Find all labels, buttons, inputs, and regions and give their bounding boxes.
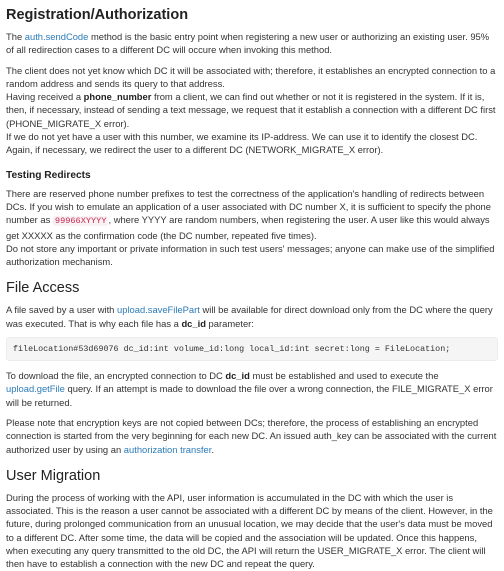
- upload-getfile-link[interactable]: upload.getFile: [6, 383, 65, 395]
- testing-paragraph: There are reserved phone number prefixes to test the correctness of the application's handling of redirects between DCs. If you wish to emulate an application of a user associated with DC number X, it is sufficient to specify the phone number as 99966XYYYY , where YYYY are random numbers, when registering the user. A user like this would always get XXXXX as the confirmation code (the DC number, repeated five times). Do not store any important or private information in such test users' messages; anyone can make use of the simplified authorization mechanism.: [6, 187, 495, 268]
- user-migration-section: [6, 467, 498, 571]
- file-location-code-block: fileLocation#53d69076 dc_id:int volume_id:long local_id:int secret:long = FileLocation;: [6, 337, 498, 361]
- file-access-paragraph-2: To download the file, an encrypted connection to DC dc_id must be established and used to execute the upload.getFile query. If an attempt is made to download the file over a wrong connection, the FILE_MIGRATE_X error will be returned.: [6, 370, 493, 408]
- dc-id-term-2: dc_id: [225, 370, 250, 382]
- registration-paragraph-2: The client does not yet know which DC it will be associated with; therefore, it establishes an encrypted connection to a random address and sends its query to that address. Having received a phone_number from a client, we can find out whether or not it is registered in the system. If it is, then, if necessary, instead of sending a text message, we request that it establish a connection with a different DC first (PHONE_MIGRATE_X error). If we do not yet have a user with this number, we examine its IP-address. We can use it to identify the closest DC. Again, if necessary, we redirect the user to a different DC (NETWORK_MIGRATE_X error).: [6, 64, 496, 156]
- upload-savefilepart-link[interactable]: upload.saveFilePart: [117, 304, 200, 316]
- authorization-transfer-link[interactable]: authorization transfer: [123, 443, 212, 455]
- registration-heading: Registration/Authorization: [6, 7, 189, 23]
- registration-paragraph-1: The auth.sendCode method is the basic entry point when registering a new user or authorizing an existing user. 95% of all redirection cases to a different DC will occure when invoking this method.: [6, 31, 490, 56]
- file-access-paragraph-3: Please note that encryption keys are not copied between DCs; therefore, the process of establishing an encrypted connection is started from the very beginning for each new DC. An issued auth_key can be associated with the current authorized user by using an authorization transfer.: [6, 416, 497, 455]
- testing-heading: Testing Redirects: [6, 169, 91, 181]
- file-access-paragraph-1: A file saved by a user with upload.saveFilePart will be available for direct download only from the DC where the query was executed. That is why each file has a dc_id parameter:: [6, 304, 493, 329]
- auth-sendcode-link[interactable]: auth.sendCode: [24, 31, 89, 42]
- user-migration-paragraph: During the process of working with the API, user information is accumulated in the DC with which the user is associated. This is the reason a user cannot be associated with a different DC by means of the client. However, in the future, during prolonged communication from an unusual location, we may decide that the user's data must be moved to a different DC. After some time, the data will be copied and the association will be updated. Once this happens, when executing any query transmitted to the old DC, the API will return the USER_MIGRATE_X error. The client will then have to establish a connection with the new DC and repeat the query.: [6, 491, 493, 570]
- file-access-heading: File Access: [6, 280, 80, 297]
- testing-section: [6, 169, 498, 269]
- registration-section: [6, 6, 498, 157]
- phone-number-term: phone_number: [83, 91, 152, 103]
- dc-id-term: dc_id: [181, 317, 206, 329]
- test-phone-code: 99966XYYYY: [54, 216, 107, 227]
- user-migration-heading: User Migration: [6, 467, 101, 484]
- file-access-section: [6, 279, 498, 455]
